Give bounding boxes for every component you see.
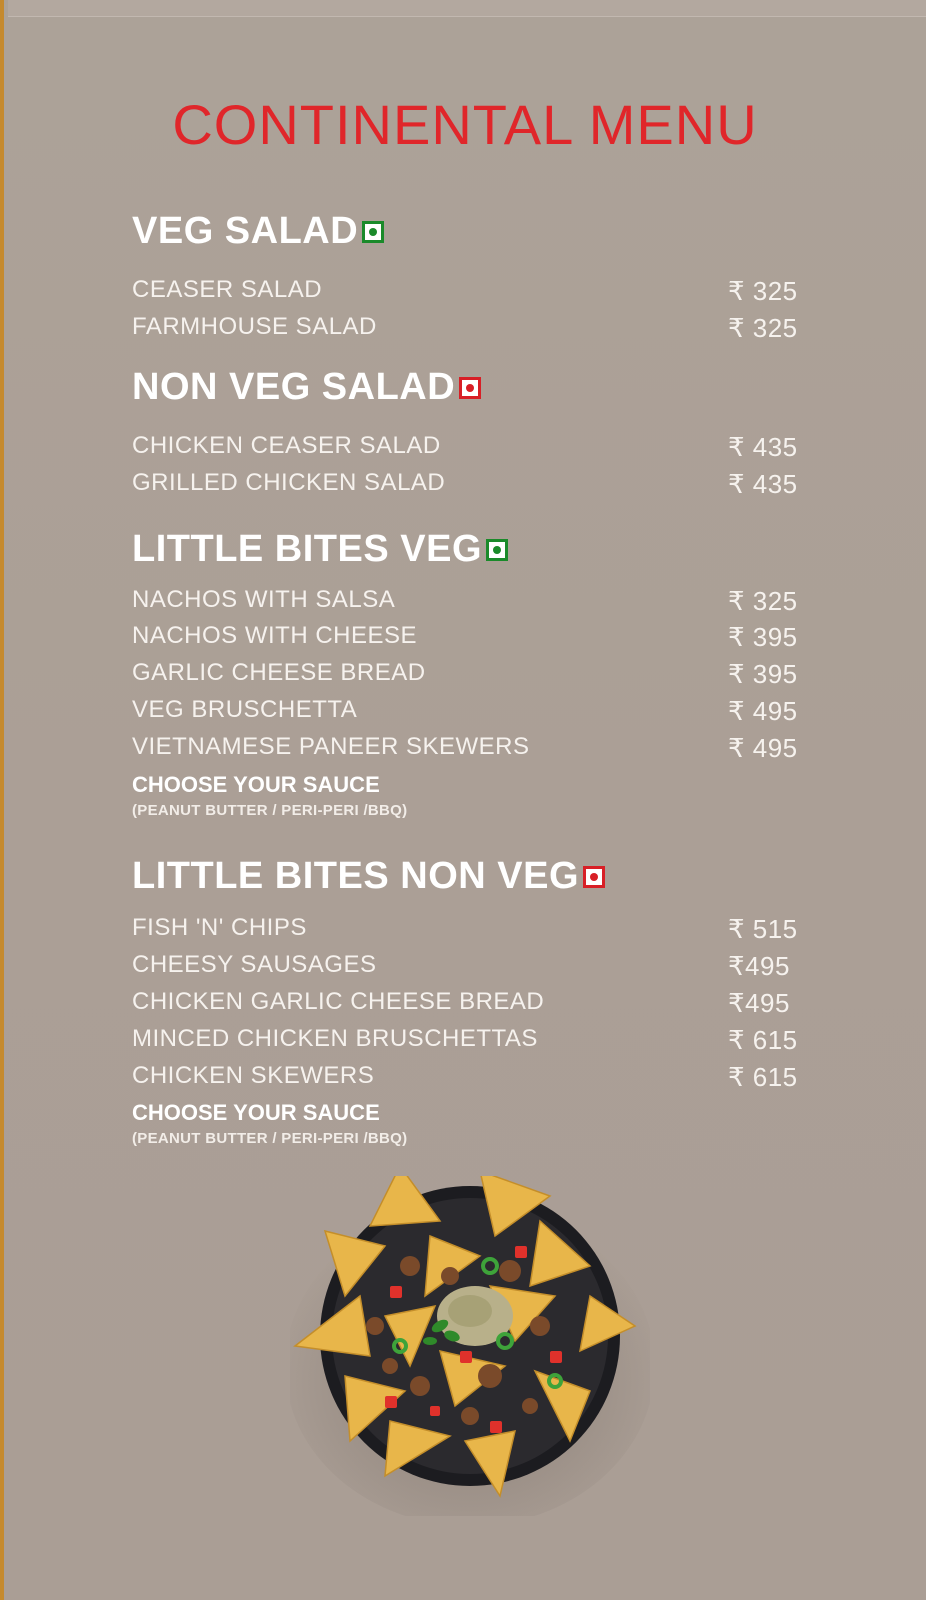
item-name: CHICKEN GARLIC CHEESE BREAD bbox=[132, 988, 545, 1015]
nachos-dish-image bbox=[290, 1176, 650, 1516]
item-name: VIETNAMESE PANEER SKEWERS bbox=[132, 733, 530, 760]
page-title: CONTINENTAL MENU bbox=[172, 93, 758, 156]
item-price: ₹ 395 bbox=[728, 622, 798, 652]
item-name: NACHOS WITH SALSA bbox=[132, 586, 396, 613]
item-name: FISH 'N' CHIPS bbox=[132, 914, 307, 941]
item-price: ₹ 495 bbox=[728, 733, 798, 763]
section-title: LITTLE BITES NON VEG bbox=[132, 855, 580, 897]
item-price: ₹ 325 bbox=[728, 586, 798, 616]
item-name: FARMHOUSE SALAD bbox=[132, 313, 377, 340]
section-little-bites-non-veg bbox=[132, 855, 605, 898]
menu-item bbox=[132, 1062, 802, 1094]
menu-item bbox=[132, 733, 802, 765]
menu-item bbox=[132, 622, 802, 654]
item-name: VEG BRUSCHETTA bbox=[132, 696, 358, 723]
item-price: ₹495 bbox=[728, 988, 790, 1018]
non-veg-icon bbox=[459, 377, 481, 399]
item-name: CHICKEN CEASER SALAD bbox=[132, 432, 441, 459]
section-little-bites-veg bbox=[132, 528, 508, 571]
item-price: ₹ 515 bbox=[728, 914, 798, 944]
menu-item bbox=[132, 659, 802, 691]
item-price: ₹ 435 bbox=[728, 432, 798, 462]
menu-item bbox=[132, 469, 802, 501]
item-price: ₹ 395 bbox=[728, 659, 798, 689]
item-name: GARLIC CHEESE BREAD bbox=[132, 659, 426, 686]
item-price: ₹ 495 bbox=[728, 696, 798, 726]
menu-item bbox=[132, 586, 802, 618]
menu-item bbox=[132, 951, 802, 983]
section-non-veg-salad bbox=[132, 366, 481, 409]
sauce-options: (PEANUT BUTTER / PERI-PERI /BBQ) bbox=[132, 802, 408, 819]
item-price: ₹ 615 bbox=[728, 1062, 798, 1092]
menu-item bbox=[132, 432, 802, 464]
menu-item bbox=[132, 276, 802, 308]
item-name: CHICKEN SKEWERS bbox=[132, 1062, 375, 1089]
menu-item bbox=[132, 988, 802, 1020]
item-name: NACHOS WITH CHEESE bbox=[132, 622, 418, 649]
veg-icon bbox=[362, 221, 384, 243]
sauce-heading: CHOOSE YOUR SAUCE bbox=[132, 1100, 380, 1125]
sauce-heading: CHOOSE YOUR SAUCE bbox=[132, 772, 380, 797]
item-price: ₹ 325 bbox=[728, 313, 798, 343]
menu-item bbox=[132, 313, 802, 345]
top-strip bbox=[8, 0, 926, 17]
section-title: LITTLE BITES VEG bbox=[132, 528, 483, 570]
item-name: CEASER SALAD bbox=[132, 276, 323, 303]
item-name: CHEESY SAUSAGES bbox=[132, 951, 377, 978]
menu-item bbox=[132, 914, 802, 946]
non-veg-icon bbox=[583, 866, 605, 888]
veg-icon bbox=[486, 539, 508, 561]
item-price: ₹ 435 bbox=[728, 469, 798, 499]
item-price: ₹495 bbox=[728, 951, 790, 981]
item-price: ₹ 615 bbox=[728, 1025, 798, 1055]
section-title: NON VEG SALAD bbox=[132, 366, 456, 408]
menu-item bbox=[132, 1025, 802, 1057]
section-veg-salad bbox=[132, 210, 384, 253]
section-title: VEG SALAD bbox=[132, 210, 359, 252]
item-name: MINCED CHICKEN BRUSCHETTAS bbox=[132, 1025, 538, 1052]
menu-item bbox=[132, 696, 802, 728]
sauce-options: (PEANUT BUTTER / PERI-PERI /BBQ) bbox=[132, 1130, 408, 1147]
item-price: ₹ 325 bbox=[728, 276, 798, 306]
item-name: GRILLED CHICKEN SALAD bbox=[132, 469, 446, 496]
